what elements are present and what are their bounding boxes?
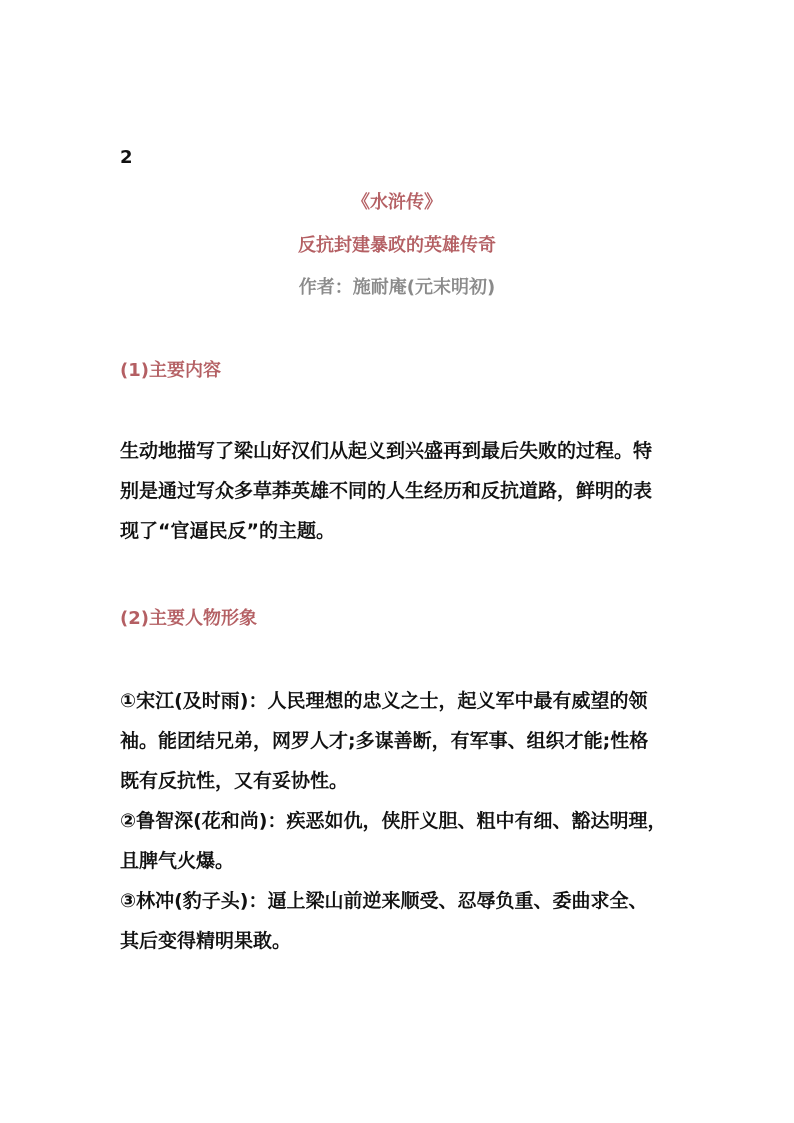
paragraph-line: ②鲁智深(花和尚)：疾恶如仇，侠肝义胆、粗中有细、豁达明理， <box>120 810 667 832</box>
main-content-paragraph <box>120 431 680 551</box>
paragraph-line: ①宋江(及时雨)：人民理想的忠义之士，起义军中最有威望的领 <box>120 690 648 712</box>
paragraph-line: 袖。能团结兄弟，网罗人才;多谋善断，有军事、组织才能;性格 <box>120 730 649 752</box>
section-heading-main-content: (1)主要内容 <box>120 360 221 381</box>
paragraph-line: 且脾气火爆。 <box>120 850 235 872</box>
paragraph-line: 现了“官逼民反”的主题。 <box>120 520 335 542</box>
book-title: 《水浒传》 <box>352 192 442 213</box>
paragraph-line: 别是通过写众多草莽英雄不同的人生经历和反抗道路，鲜明的表 <box>120 480 653 502</box>
page-number: 2 <box>120 147 133 168</box>
characters-paragraph <box>120 681 680 961</box>
author-line: 作者：施耐庵(元末明初) <box>298 277 496 298</box>
paragraph-line: ③林冲(豹子头)：逼上梁山前逆来顺受、忍辱负重、委曲求全、 <box>120 890 648 912</box>
section-heading-characters: (2)主要人物形象 <box>120 608 257 629</box>
paragraph-line: 既有反抗性，又有妥协性。 <box>120 770 349 792</box>
paragraph-line: 生动地描写了梁山好汉们从起义到兴盛再到最后失败的过程。特 <box>120 440 653 462</box>
paragraph-line: 其后变得精明果敢。 <box>120 930 292 952</box>
subtitle: 反抗封建暴政的英雄传奇 <box>298 235 496 256</box>
